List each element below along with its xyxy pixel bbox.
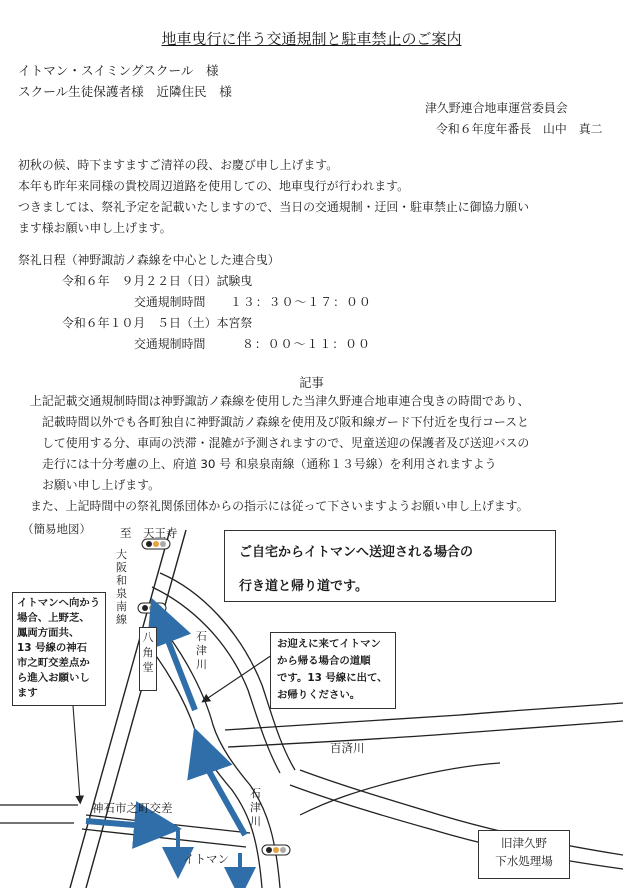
map-caption: （簡易地図） <box>22 522 91 536</box>
note-pointer <box>205 655 272 700</box>
addressee-2: スクール生徒保護者様 近隣住民 様 <box>18 84 232 99</box>
traffic-signal-icon <box>138 603 166 613</box>
return-note: お迎えに来てイトマン から帰る場合の道順 です。13 号線に出て、 お帰りください。 <box>270 632 396 709</box>
page-title: 地車曳行に伴う交通規制と駐車禁止のご案内 <box>161 30 462 48</box>
railway-label: 大 阪 和 泉 南 線 <box>116 548 127 626</box>
return-route-arrow <box>160 620 195 710</box>
event-1-date: 令和６年 ９月２２日（日）試験曳 <box>62 274 253 288</box>
traffic-signal-icon <box>262 845 290 855</box>
south-road <box>300 770 623 855</box>
notice-line: して使用する分、車両の渋滞・混雑が予測されますので、児童送迎の保護者及び送迎バスの <box>42 436 530 450</box>
addressee-1: イトマン・スイミングスクール 様 <box>18 63 219 78</box>
sender-person: 令和６年度年番長 山中 真二 <box>436 122 603 136</box>
route-banner: ご自宅からイトマンへ送迎される場合の 行き道と帰り道です。 <box>224 530 556 602</box>
to-tennoji-label: 至 天王寺 <box>120 526 178 540</box>
notice-line: 記載時間以外でも各町独自に神野諏訪ノ森線を使用及び阪和線ガード下付近を曳行コースと <box>42 415 529 429</box>
greeting-line: ます様お願い申し上げます。 <box>18 221 172 235</box>
notice-line: 上記記載交通規制時間は神野諏訪ノ森線を使用した当津久野連合地車連合曳きの時間であり、 <box>30 394 530 408</box>
event-2-time: ８：００～１１：００ <box>242 337 371 351</box>
hakkakudo-label: 八 角 堂 <box>139 627 157 691</box>
intersection-label: 神石市之町交差 <box>92 801 173 815</box>
greeting-line: つきましては、祭礼予定を記載いたしますので、当日の交通規制・迂回・駐車禁止に御協力願い <box>18 200 530 214</box>
greeting-line: 初秋の候、時下ますますご清祥の段、お慶び申し上げます。 <box>18 158 339 172</box>
notice-line: お願い申し上げます。 <box>42 478 160 492</box>
kudaragawa-label: 百済川 <box>330 741 365 755</box>
cross-road <box>82 829 246 847</box>
notice-line: 走行には十分考慮の上、府道 30 号 和泉泉南線（通称１３号線）を利用されますよう <box>42 457 497 471</box>
notice-line: また、上記時間中の祭礼関係団体からの指示には従って下さいますようお願い申し上げます。 <box>30 499 529 513</box>
sender-org: 津久野連合地車運営委員会 <box>425 101 568 115</box>
schedule-heading: 祭礼日程（神野諏訪ノ森線を中心とした連合曳） <box>18 253 280 267</box>
event-2-date: 令和６年１０月 ５日（土）本宮祭 <box>62 316 253 330</box>
event-2-label: 交通規制時間 <box>134 337 206 351</box>
notice-heading: 記事 <box>299 376 324 390</box>
event-1-time: １３：３０～１７：００ <box>230 295 372 309</box>
greeting-line: 本年も昨年来同様の貴校周辺道路を使用しての、地車曳行が行われます。 <box>18 179 409 193</box>
sewage-plant-label: 旧津久野 下水処理場 <box>478 830 570 879</box>
return-route-arrow <box>202 750 245 835</box>
ishizugawa-label-lower: 石 津 川 <box>250 787 261 828</box>
outbound-note: イトマンへ向かう 場合、上野芝、 鳳両方面共、 13 号線の神石 市之町交差点か ら進入お願いし ます <box>12 592 106 706</box>
itoman-label: イトマン <box>183 852 229 866</box>
event-1-label: 交通規制時間 <box>134 295 206 309</box>
ishizugawa-label-upper: 石 津 川 <box>196 630 207 671</box>
kudara-river <box>228 721 623 747</box>
east-road <box>300 763 500 815</box>
